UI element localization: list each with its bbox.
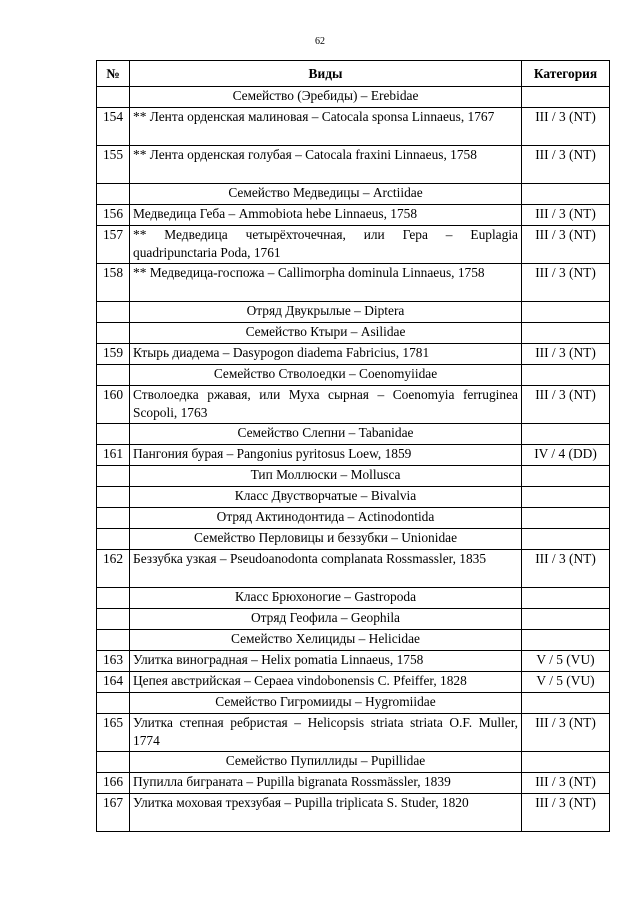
- empty-cell: [97, 529, 130, 550]
- species-row: [97, 773, 610, 794]
- species-row: [97, 108, 610, 146]
- species-row: [97, 226, 610, 264]
- page-number: 62: [315, 36, 325, 47]
- table-body: [97, 87, 610, 832]
- species-number: 163: [97, 651, 130, 672]
- species-category: III / 3 (NT): [522, 714, 610, 752]
- species-row: [97, 550, 610, 588]
- empty-cell: [97, 693, 130, 714]
- species-name: Пангония бурая – Pangonius pyritosus Loew, 1859: [130, 445, 522, 466]
- empty-cell: [522, 487, 610, 508]
- taxon-group-row: [97, 609, 610, 630]
- empty-cell: [97, 508, 130, 529]
- taxon-group-row: [97, 529, 610, 550]
- taxon-group-row: [97, 487, 610, 508]
- species-row: [97, 445, 610, 466]
- species-category: III / 3 (NT): [522, 794, 610, 832]
- red-book-table: [96, 60, 610, 832]
- empty-cell: [97, 487, 130, 508]
- empty-cell: [522, 529, 610, 550]
- empty-cell: [522, 466, 610, 487]
- taxon-group-row: [97, 752, 610, 773]
- species-number: 154: [97, 108, 130, 146]
- species-name: Улитка моховая трехзубая – Pupilla triplicata S. Studer, 1820: [130, 794, 522, 832]
- species-number: 158: [97, 264, 130, 302]
- taxon-group-label: Класс Брюхоногие – Gastropoda: [130, 588, 522, 609]
- taxon-group-label: Семейство Ктыри – Asilidae: [130, 323, 522, 344]
- empty-cell: [97, 323, 130, 344]
- empty-cell: [522, 184, 610, 205]
- species-category: IV / 4 (DD): [522, 445, 610, 466]
- species-number: 162: [97, 550, 130, 588]
- species-category: V / 5 (VU): [522, 651, 610, 672]
- species-row: [97, 651, 610, 672]
- taxon-group-row: [97, 424, 610, 445]
- species-number: 167: [97, 794, 130, 832]
- species-number: 166: [97, 773, 130, 794]
- species-row: [97, 714, 610, 752]
- species-row: [97, 264, 610, 302]
- header-category: Категория: [522, 61, 610, 87]
- taxon-group-label: Семейство Хелициды – Helicidae: [130, 630, 522, 651]
- taxon-group-row: [97, 302, 610, 323]
- species-row: [97, 344, 610, 365]
- species-category: III / 3 (NT): [522, 108, 610, 146]
- taxon-group-row: [97, 630, 610, 651]
- empty-cell: [97, 184, 130, 205]
- empty-cell: [522, 302, 610, 323]
- empty-cell: [522, 693, 610, 714]
- species-number: 157: [97, 226, 130, 264]
- species-row: [97, 386, 610, 424]
- species-number: 164: [97, 672, 130, 693]
- species-category: III / 3 (NT): [522, 550, 610, 588]
- species-category: III / 3 (NT): [522, 344, 610, 365]
- taxon-group-label: Семейство Слепни – Tabanidae: [130, 424, 522, 445]
- table-header-row: [97, 61, 610, 87]
- species-category: III / 3 (NT): [522, 146, 610, 184]
- species-name: ** Лента орденская малиновая – Catocala sponsa Linnaeus, 1767: [130, 108, 522, 146]
- taxon-group-row: [97, 466, 610, 487]
- taxon-group-label: Отряд Двукрылые – Diptera: [130, 302, 522, 323]
- header-number: №: [97, 61, 130, 87]
- header-species: Виды: [130, 61, 522, 87]
- species-name: Улитка виноградная – Helix pomatia Linnaeus, 1758: [130, 651, 522, 672]
- species-name: Улитка степная ребристая – Helicopsis striata striata O.F. Muller, 1774: [130, 714, 522, 752]
- species-name: Цепея австрийская – Cepaea vindobonensis C. Pfeiffer, 1828: [130, 672, 522, 693]
- empty-cell: [522, 588, 610, 609]
- species-name: ** Медведица-госпожа – Callimorpha dominula Linnaeus, 1758: [130, 264, 522, 302]
- empty-cell: [97, 424, 130, 445]
- species-category: III / 3 (NT): [522, 773, 610, 794]
- empty-cell: [522, 630, 610, 651]
- species-number: 155: [97, 146, 130, 184]
- species-row: [97, 794, 610, 832]
- taxon-group-label: Класс Двустворчатые – Bivalvia: [130, 487, 522, 508]
- taxon-group-row: [97, 508, 610, 529]
- species-category: III / 3 (NT): [522, 205, 610, 226]
- species-row: [97, 146, 610, 184]
- empty-cell: [522, 87, 610, 108]
- taxon-group-row: [97, 87, 610, 108]
- species-category: V / 5 (VU): [522, 672, 610, 693]
- empty-cell: [97, 365, 130, 386]
- empty-cell: [522, 424, 610, 445]
- species-name: ** Медведица четырёхточечная, или Гера – Euplagia quadripunctaria Poda, 1761: [130, 226, 522, 264]
- species-number: 161: [97, 445, 130, 466]
- species-category: III / 3 (NT): [522, 264, 610, 302]
- taxon-group-row: [97, 323, 610, 344]
- taxon-group-label: Семейство Пупиллиды – Pupillidae: [130, 752, 522, 773]
- empty-cell: [97, 609, 130, 630]
- taxon-group-label: Отряд Актинодонтида – Actinodontida: [130, 508, 522, 529]
- empty-cell: [522, 752, 610, 773]
- empty-cell: [522, 365, 610, 386]
- empty-cell: [97, 588, 130, 609]
- taxon-group-label: Отряд Геофила – Geophila: [130, 609, 522, 630]
- taxon-group-label: Семейство Гигромииды – Hygromiidae: [130, 693, 522, 714]
- taxon-group-row: [97, 588, 610, 609]
- species-name: Пупилла бигранатa – Pupilla bigranata Rossmässler, 1839: [130, 773, 522, 794]
- species-row: [97, 672, 610, 693]
- species-number: 159: [97, 344, 130, 365]
- taxon-group-label: Семейство Перловицы и беззубки – Unionidae: [130, 529, 522, 550]
- species-row: [97, 205, 610, 226]
- species-name: Стволоедка ржавая, или Муха сырная – Coenomyia ferruginea Scopoli, 1763: [130, 386, 522, 424]
- taxon-group-label: Семейство Медведицы – Arctiidae: [130, 184, 522, 205]
- empty-cell: [522, 323, 610, 344]
- empty-cell: [97, 466, 130, 487]
- taxon-group-label: Тип Моллюски – Mollusca: [130, 466, 522, 487]
- empty-cell: [97, 302, 130, 323]
- species-category: III / 3 (NT): [522, 226, 610, 264]
- species-name: Ктырь диадема – Dasypogon diadema Fabricius, 1781: [130, 344, 522, 365]
- taxon-group-row: [97, 365, 610, 386]
- empty-cell: [522, 609, 610, 630]
- taxon-group-label: Семейство (Эребиды) – Erebidae: [130, 87, 522, 108]
- taxon-group-label: Семейство Стволоедки – Coenomyiidae: [130, 365, 522, 386]
- species-name: Медведица Геба – Ammobiota hebe Linnaeus, 1758: [130, 205, 522, 226]
- species-number: 156: [97, 205, 130, 226]
- species-number: 165: [97, 714, 130, 752]
- empty-cell: [522, 508, 610, 529]
- empty-cell: [97, 630, 130, 651]
- empty-cell: [97, 87, 130, 108]
- species-name: Беззубка узкая – Pseudoanodonta complanata Rossmassler, 1835: [130, 550, 522, 588]
- taxon-group-row: [97, 693, 610, 714]
- species-category: III / 3 (NT): [522, 386, 610, 424]
- species-number: 160: [97, 386, 130, 424]
- empty-cell: [97, 752, 130, 773]
- species-name: ** Лента орденская голубая – Catocala fraxini Linnaeus, 1758: [130, 146, 522, 184]
- taxon-group-row: [97, 184, 610, 205]
